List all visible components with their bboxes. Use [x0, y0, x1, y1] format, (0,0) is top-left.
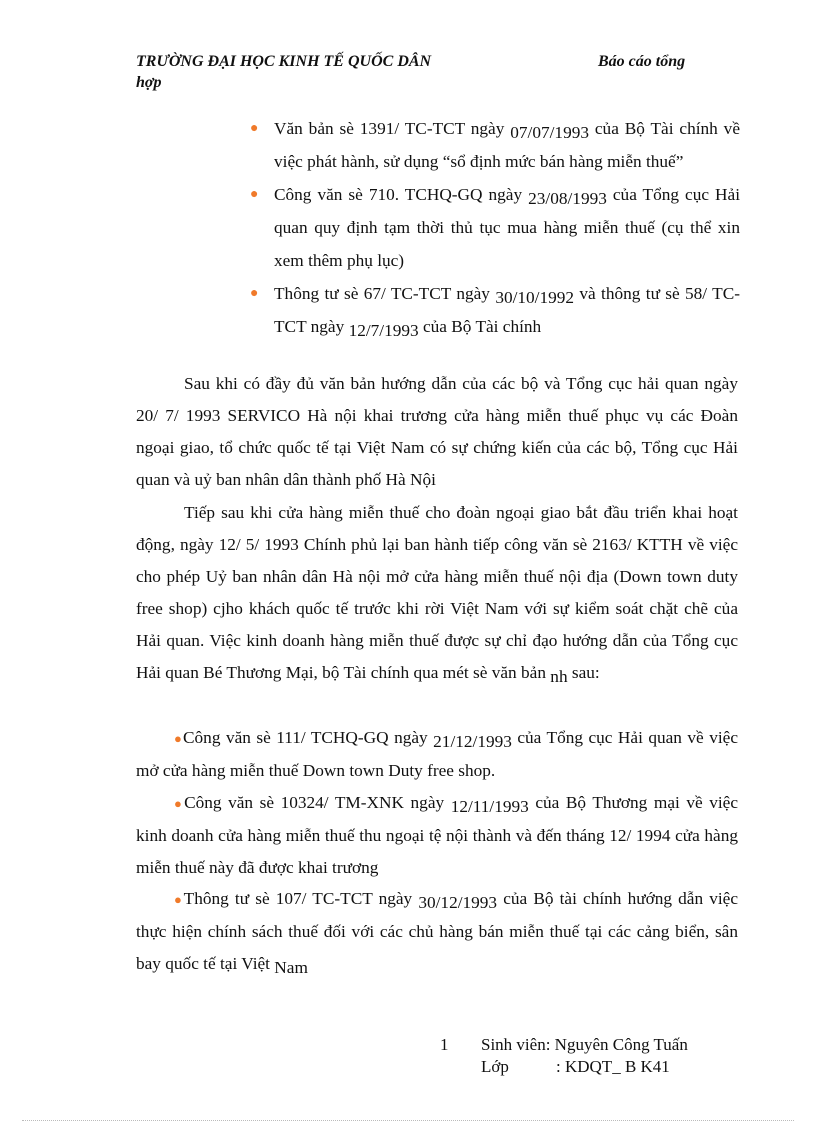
school-name: TRƯỜNG ĐẠI HỌC KINH TẾ QUỐC DÂN: [136, 53, 432, 70]
list-item: ●Công văn sè 10324/ TM-XNK ngày 12/11/1993 của Bộ Thương mại về việc kinh doanh cửa hàng miễn thuế thu ngoại tệ nội thành và đến tháng 12/ 1994 cửa hàng miễn thuế này đã được khai trương: [136, 793, 739, 877]
bullet-item: ● Văn bản sè 1391/ TC-TCT ngày 07/07/1993 của Bộ Tài chính về việc phát hành, sử dụng “sổ định mức bán hàng miễn thuế”: [250, 112, 740, 178]
student-name: Sinh viên: Nguyên Công Tuấn: [481, 1035, 688, 1054]
document-date: 30/10/1992: [495, 288, 575, 307]
list-item: ●Công văn sè 111/ TCHQ-GQ ngày 21/12/1993 của Tổng cục Hải quan về việc mở cửa hàng miễn thuế Down town Duty free shop.: [136, 728, 738, 780]
document-date: 12/7/1993: [348, 321, 419, 340]
page-bottom-divider: [22, 1120, 794, 1121]
bullet-dot-icon: ●: [174, 796, 185, 811]
page-number: 1: [440, 1035, 449, 1054]
legal-document-list: [250, 112, 740, 343]
document-date: 21/12/1993: [433, 732, 512, 751]
class-value: : KDQT_ B K41: [556, 1057, 670, 1076]
bullet-dot-icon: ●: [174, 892, 184, 907]
class-label: Lớp: [481, 1057, 509, 1076]
paragraph-opening: Sau khi có đầy đủ văn bản hướng dẫn của các bộ và Tổng cục hải quan ngày 20/ 7/ 1993 SERVICO Hà nội khai trương cửa hàng miễn thuế phục vụ các Đoàn ngoại giao, tổ chức quốc tế tại Việt Nam có sự chứng kiến của các bộ, Tổng cục Hải quan và uỷ ban nhân dân thành phố Hà Nội: [136, 374, 738, 489]
list-item: ●Thông tư sè 107/ TC-TCT ngày 30/12/1993 của Bộ tài chính hướng dẫn việc thực hiện chính sách thuế đối với các chủ hàng bán miễn thuế tại các cảng biển, sân bay quốc tế tại Việt Nam: [136, 889, 738, 977]
document-date: 12/11/1993: [450, 797, 529, 816]
bullet-item: ● Thông tư sè 67/ TC-TCT ngày 30/10/1992 và thông tư sè 58/ TC-TCT ngày 12/7/1993 của Bộ Tài chính: [250, 277, 740, 343]
bullet-dot-icon: ●: [250, 121, 259, 136]
document-date: 23/08/1993: [528, 189, 607, 208]
document-date: 07/07/1993: [510, 123, 589, 142]
paragraph-domestic-shop: Tiếp sau khi cửa hàng miễn thuế cho đoàn ngoại giao bắt đầu triển khai hoạt động, ngày 12/ 5/ 1993 Chính phủ lại ban hành tiếp công văn sè 2163/ KTTH về việc cho phép Uỷ ban nhân dân Hà nội mở cửa hàng miễn thuế nội địa (Down town duty free shop) cjho khách quốc tế trước khi rời Việt Nam với sự kiểm soát chặt chẽ của Hải quan. Việc kinh doanh hàng miễn thuế được sự chỉ đạo hướng dẫn của Tổng cục Hải quan Bé Thương Mại, bộ Tài chính qua mét sè văn bản nh sau:: [136, 503, 738, 686]
document-date: 30/12/1993: [418, 893, 498, 912]
report-title-continued: hợp: [136, 74, 162, 91]
report-title: Báo cáo tổng: [598, 53, 686, 70]
bullet-dot-icon: ●: [250, 286, 259, 301]
bullet-dot-icon: ●: [250, 187, 259, 202]
bullet-dot-icon: ●: [174, 731, 184, 746]
bullet-item: ● Công văn sè 710. TCHQ-GQ ngày 23/08/1993 của Tổng cục Hải quan quy định tạm thời thủ tục mua hàng miễn thuế (cụ thể xin xem thêm phụ lục): [250, 178, 740, 277]
